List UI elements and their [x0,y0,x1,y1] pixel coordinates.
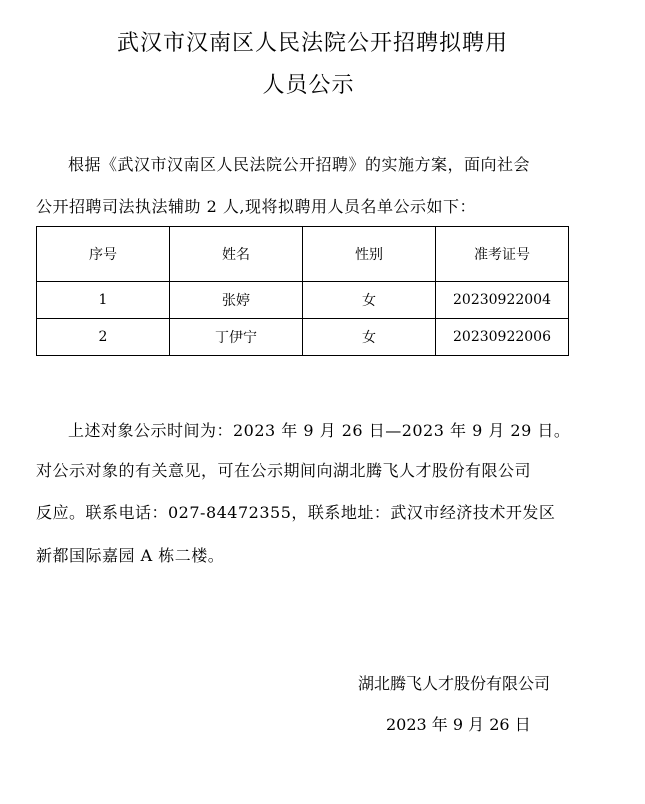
signature-organization: 湖北腾飞人才股份有限公司 [358,674,551,693]
table-header-row [37,227,569,282]
page-title-line-1: 武汉市汉南区人民法院公开招聘拟聘用 [116,31,508,56]
header-name: 姓名 [170,227,303,282]
cell-name: 丁伊宁 [170,319,303,356]
notice-line-2: 对公示对象的有关意见，可在公示期间向湖北腾飞人才股份有限公司 [36,461,532,480]
notice-line-4: 新都国际嘉园 A 栋二楼。 [36,546,225,565]
notice-line-1: 上述对象公示时间为：2023 年 9 月 26 日—2023 年 9 月 29 日。 [68,421,571,440]
candidate-table [36,226,569,356]
header-exam-number: 准考证号 [436,227,569,282]
signature-date: 2023 年 9 月 26 日 [386,715,531,734]
cell-gender: 女 [303,282,436,319]
cell-exam-number: 20230922006 [436,319,569,356]
table-row [37,282,569,319]
header-gender: 性别 [303,227,436,282]
cell-index: 1 [37,282,170,319]
cell-index: 2 [37,319,170,356]
notice-line-3: 反应。联系电话：027-84472355，联系地址：武汉市经济技术开发区 [36,503,556,522]
cell-name: 张婷 [170,282,303,319]
page-title-line-2: 人员公示 [262,73,355,98]
intro-line-1: 根据《武汉市汉南区人民法院公开招聘》的实施方案，面向社会 [68,155,531,174]
intro-line-2: 公开招聘司法执法辅助 2 人,现将拟聘用人员名单公示如下： [36,197,476,216]
table-row [37,319,569,356]
cell-gender: 女 [303,319,436,356]
cell-exam-number: 20230922004 [436,282,569,319]
header-index: 序号 [37,227,170,282]
